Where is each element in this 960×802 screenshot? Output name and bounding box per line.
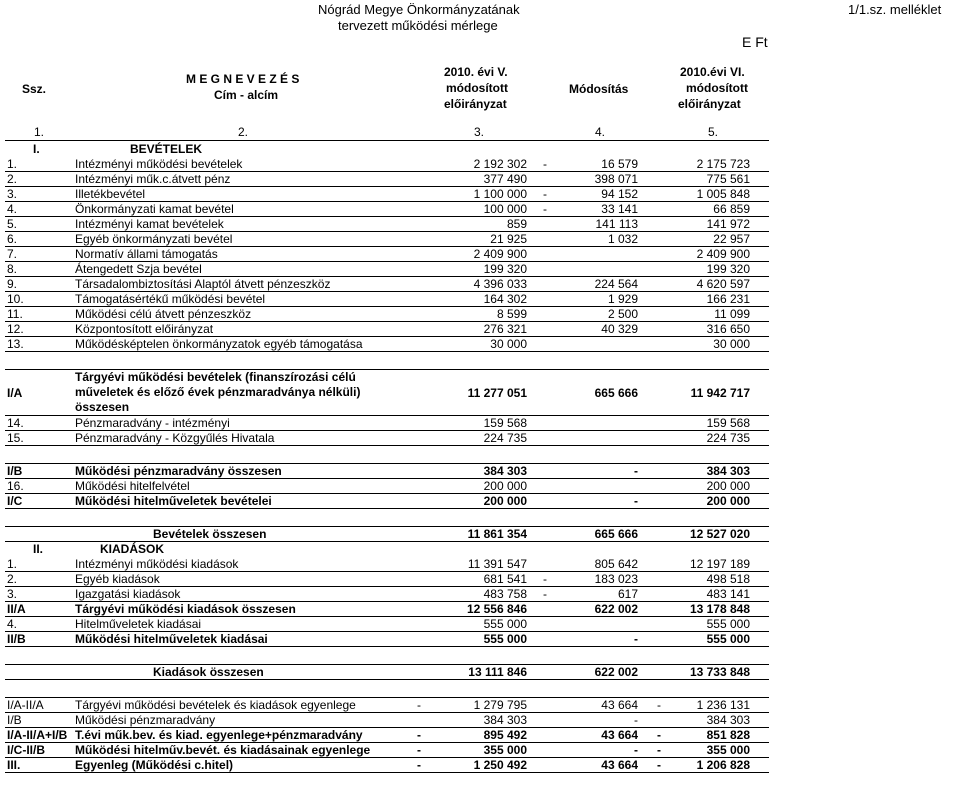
row-value-plan: 377 490 xyxy=(483,172,527,186)
table-row xyxy=(5,292,769,307)
row-name: Bevételek összesen xyxy=(153,527,267,541)
table-row xyxy=(5,322,769,337)
row-value-modified: 555 000 xyxy=(706,617,750,631)
table-row xyxy=(5,431,769,446)
row-ssz: 15. xyxy=(7,431,24,445)
row-ssz: I. xyxy=(33,142,40,156)
row-ssz: 1. xyxy=(7,157,18,171)
table-row xyxy=(5,728,769,743)
row-value-plan: 199 320 xyxy=(483,262,527,276)
table-row xyxy=(5,632,769,647)
row-name: Működési célú átvett pénzeszköz xyxy=(75,307,252,321)
spacer-row xyxy=(5,352,769,370)
row-value-modified: 4 620 597 xyxy=(696,277,750,291)
row-sign-2: - xyxy=(543,587,547,601)
row-ssz: II. xyxy=(33,542,44,556)
row-value-plan: 8 599 xyxy=(496,307,527,321)
row-name: T.évi műk.bev. és kiad. egyenlege+pénzmaradvány xyxy=(75,728,363,742)
row-name: Működésképtelen önkormányzatok egyéb támogatása xyxy=(75,337,363,351)
row-value-modified: 224 735 xyxy=(706,431,750,445)
row-ssz: I/B xyxy=(7,713,22,727)
row-ssz: 13. xyxy=(7,337,24,351)
row-value-plan: 100 000 xyxy=(483,202,527,216)
row-value-change: 398 071 xyxy=(594,172,638,186)
row-value-modified: 316 650 xyxy=(706,322,750,336)
row-value-plan: 384 303 xyxy=(483,713,527,727)
row-value-plan: 276 321 xyxy=(483,322,527,336)
row-value-modified: 159 568 xyxy=(706,416,750,430)
row-value-change: - xyxy=(634,632,638,646)
row-name: Pénzmaradvány - intézményi xyxy=(75,416,230,430)
table-row xyxy=(5,602,769,617)
row-value-modified: 199 320 xyxy=(706,262,750,276)
document-title-line1: Nógrád Megye Önkormányzatának xyxy=(318,2,520,17)
row-value-change: 617 xyxy=(617,587,638,601)
row-value-plan: 21 925 xyxy=(490,232,527,246)
row-value-plan: 1 279 795 xyxy=(473,698,527,712)
row-ssz: I/C-II/B xyxy=(7,743,45,757)
row-sign-2: - xyxy=(543,572,547,586)
row-name: Működési pénzmaradvány xyxy=(75,713,216,727)
row-value-plan: 2 409 900 xyxy=(473,247,527,261)
row-ssz: 9. xyxy=(7,277,18,291)
row-sign-1: - xyxy=(417,743,421,757)
row-value-plan: 384 303 xyxy=(483,464,527,478)
row-ssz: 2. xyxy=(7,572,18,586)
row-value-change: 805 642 xyxy=(594,557,638,571)
row-value-change: 1 929 xyxy=(607,292,638,306)
row-value-modified: 498 518 xyxy=(706,572,750,586)
row-value-modified: 1 206 828 xyxy=(696,758,750,772)
col-header-c1-line2: módosított xyxy=(446,81,508,95)
row-sign-2: - xyxy=(543,187,547,201)
row-name: Működési hitelműveletek kiadásai xyxy=(75,632,268,646)
row-name: Intézményi működési kiadások xyxy=(75,557,239,571)
row-value-plan: 895 492 xyxy=(483,728,527,742)
table-row xyxy=(5,479,769,494)
row-value-change: 2 500 xyxy=(607,307,638,321)
row-name: Igazgatási kiadások xyxy=(75,587,181,601)
row-name-line: Tárgyévi működési bevételek (finanszírozási célú xyxy=(75,370,356,384)
row-value-plan: 1 100 000 xyxy=(473,187,527,201)
row-name: KIADÁSOK xyxy=(100,542,165,556)
row-name: Normatív állami támogatás xyxy=(75,247,218,261)
row-value-change: 183 023 xyxy=(594,572,638,586)
row-ssz: 3. xyxy=(7,587,18,601)
row-name: BEVÉTELEK xyxy=(130,142,203,156)
row-value-plan: 555 000 xyxy=(483,632,527,646)
row-value-change: 622 002 xyxy=(594,602,638,616)
row-name: Tárgyévi működési kiadások összesen xyxy=(75,602,296,616)
table-row xyxy=(5,232,769,247)
col-number-4: 4. xyxy=(595,125,606,139)
row-value-modified: 384 303 xyxy=(706,464,750,478)
row-value-plan: 11 391 547 xyxy=(467,557,527,571)
row-value-change: 94 152 xyxy=(601,187,638,201)
table-row xyxy=(5,698,769,713)
row-value-plan: 13 111 846 xyxy=(468,665,527,679)
table-row xyxy=(5,307,769,322)
row-value-plan: 4 396 033 xyxy=(473,277,527,291)
row-name-line: műveletek és előző évek pénzmaradványa nélküli) xyxy=(75,385,361,399)
spacer-row xyxy=(5,680,769,698)
col-header-c3-line3: előirányzat xyxy=(678,97,741,111)
table-row xyxy=(5,527,769,542)
row-value-modified: 66 859 xyxy=(713,202,750,216)
row-value-plan: 483 758 xyxy=(483,587,527,601)
row-ssz: I/C xyxy=(7,494,23,508)
table-row xyxy=(5,494,769,509)
row-ssz: II/B xyxy=(7,632,26,646)
col-header-c3-line1: 2010.évi VI. xyxy=(680,65,745,79)
spacer-row xyxy=(5,446,769,464)
table-row xyxy=(5,262,769,277)
row-ssz: I/A-II/A xyxy=(7,698,44,712)
row-value-change: 622 002 xyxy=(594,665,638,679)
table-row xyxy=(5,172,769,187)
row-value-modified: 11 942 717 xyxy=(690,386,750,400)
row-name-line: összesen xyxy=(75,400,130,414)
row-value-plan: 355 000 xyxy=(483,743,527,757)
row-name: Egyéb kiadások xyxy=(75,572,160,586)
row-value-plan: 11 277 051 xyxy=(467,386,527,400)
row-value-modified: 200 000 xyxy=(706,494,750,508)
row-sign-3: - xyxy=(657,758,661,772)
row-name: Illetékbevétel xyxy=(75,187,146,201)
row-ssz: 5. xyxy=(7,217,18,231)
row-name: Intézményi műk.c.átvett pénz xyxy=(75,172,231,186)
table-row xyxy=(5,713,769,728)
row-ssz: 16. xyxy=(7,479,24,493)
col-number-5: 5. xyxy=(708,125,719,139)
row-value-modified: 30 000 xyxy=(713,337,750,351)
row-value-modified: 483 141 xyxy=(706,587,750,601)
row-value-plan: 200 000 xyxy=(483,494,527,508)
row-ssz: 2. xyxy=(7,172,18,186)
row-name: Pénzmaradvány - Közgyűlés Hivatala xyxy=(75,431,275,445)
row-value-modified: 141 972 xyxy=(706,217,750,231)
row-value-modified: 12 197 189 xyxy=(689,557,750,571)
row-value-change: 40 329 xyxy=(601,322,638,336)
table-row xyxy=(5,572,769,587)
col-header-name-line2: Cím - alcím xyxy=(214,88,279,102)
row-ssz: III. xyxy=(7,758,21,772)
row-value-change: 665 666 xyxy=(594,386,638,400)
row-ssz: 4. xyxy=(7,617,18,631)
row-value-change: 1 032 xyxy=(607,232,638,246)
col-number-1: 1. xyxy=(34,125,45,139)
table-bottom-rule xyxy=(5,772,769,773)
row-name: Támogatásértékű működési bevétel xyxy=(75,292,266,306)
row-name: Működési pénzmaradvány összesen xyxy=(75,464,282,478)
row-ssz: 12. xyxy=(7,322,24,336)
row-sign-3: - xyxy=(657,728,661,742)
table-row xyxy=(5,416,769,431)
row-value-plan: 159 568 xyxy=(483,416,527,430)
row-value-modified: 1 005 848 xyxy=(696,187,750,201)
row-ssz: I/A-II/A+I/B xyxy=(7,728,68,742)
table-row xyxy=(5,743,769,758)
table-row xyxy=(5,187,769,202)
row-value-change: 141 113 xyxy=(595,217,638,231)
row-sign-1: - xyxy=(417,758,421,772)
row-sign-3: - xyxy=(657,698,661,712)
row-name: Átengedett Szja bevétel xyxy=(75,262,202,276)
row-value-change: 43 664 xyxy=(601,698,638,712)
row-value-plan: 2 192 302 xyxy=(473,157,527,171)
row-value-modified: 11 099 xyxy=(714,307,750,321)
row-ssz: 4. xyxy=(7,202,18,216)
row-value-modified: 13 178 848 xyxy=(689,602,750,616)
table-row xyxy=(5,587,769,602)
col-number-2: 2. xyxy=(238,125,249,139)
row-value-modified: 22 957 xyxy=(713,232,750,246)
table-row xyxy=(5,665,769,680)
annex-label: 1/1.sz. melléklet xyxy=(848,2,942,17)
row-sign-1: - xyxy=(417,698,421,712)
row-value-plan: 164 302 xyxy=(483,292,527,306)
row-ssz: 3. xyxy=(7,187,18,201)
table-row xyxy=(5,758,769,773)
row-name: Hitelműveletek kiadásai xyxy=(75,617,202,631)
row-value-change: 224 564 xyxy=(594,277,638,291)
row-name: Működési hitelműv.bevét. és kiadásainak egyenlege xyxy=(75,743,371,757)
row-name: Központosított előirányzat xyxy=(75,322,214,336)
row-name: Egyéb önkormányzati bevétel xyxy=(75,232,233,246)
table-row xyxy=(5,557,769,572)
row-name: Működési hitelműveletek bevételei xyxy=(75,494,272,508)
row-value-modified: 1 236 131 xyxy=(696,698,750,712)
row-value-change: 665 666 xyxy=(594,527,638,541)
row-ssz: 14. xyxy=(7,416,24,430)
table-row xyxy=(5,142,769,157)
row-ssz: I/B xyxy=(7,464,23,478)
row-name: Intézményi működési bevételek xyxy=(75,157,243,171)
spacer-row xyxy=(5,647,769,665)
row-ssz: I/A xyxy=(7,386,23,400)
table-row xyxy=(5,202,769,217)
table-row xyxy=(5,217,769,232)
row-sign-2: - xyxy=(543,157,547,171)
row-value-change: - xyxy=(634,713,638,727)
row-ssz: 7. xyxy=(7,247,18,261)
table-row xyxy=(5,542,769,557)
row-value-modified: 12 527 020 xyxy=(689,527,750,541)
row-name: Intézményi kamat bevételek xyxy=(75,217,224,231)
row-value-plan: 555 000 xyxy=(483,617,527,631)
row-value-modified: 2 409 900 xyxy=(696,247,750,261)
row-name: Önkormányzati kamat bevétel xyxy=(75,202,234,216)
row-value-modified: 13 733 848 xyxy=(689,665,750,679)
row-name: Kiadások összesen xyxy=(153,665,264,679)
row-name: Egyenleg (Működési c.hitel) xyxy=(75,758,234,772)
table-row xyxy=(5,337,769,352)
row-value-change: 33 141 xyxy=(601,202,638,216)
col-header-c1-line3: előirányzat xyxy=(444,97,507,111)
row-name xyxy=(75,370,360,415)
row-ssz: 6. xyxy=(7,232,18,246)
row-value-modified: 555 000 xyxy=(706,632,750,646)
row-value-modified: 200 000 xyxy=(706,479,750,493)
row-value-modified: 2 175 723 xyxy=(696,157,750,171)
table-row xyxy=(5,157,769,172)
col-number-3: 3. xyxy=(474,125,485,139)
row-ssz: 11. xyxy=(7,307,23,321)
row-value-modified: 775 561 xyxy=(706,172,750,186)
row-value-modified: 384 303 xyxy=(706,713,750,727)
col-header-c1-line1: 2010. évi V. xyxy=(444,65,508,79)
spacer-row xyxy=(5,509,769,527)
row-value-plan: 12 556 846 xyxy=(466,602,527,616)
table-row xyxy=(5,464,769,479)
table-row xyxy=(5,370,769,416)
row-name: Társadalombiztosítási Alaptól átvett pénzeszköz xyxy=(75,277,331,291)
row-ssz: II/A xyxy=(7,602,26,616)
unit-label: E Ft xyxy=(742,34,768,50)
header-rule xyxy=(5,140,769,141)
col-header-name-line1: M E G N E V E Z É S xyxy=(186,72,300,86)
row-value-change: - xyxy=(634,743,638,757)
row-value-change: 43 664 xyxy=(601,728,638,742)
row-name: Működési hitelfelvétel xyxy=(75,479,190,493)
table-row xyxy=(5,617,769,632)
row-sign-1: - xyxy=(417,728,421,742)
row-value-plan: 859 xyxy=(506,217,527,231)
row-value-plan: 1 250 492 xyxy=(473,758,527,772)
row-value-plan: 681 541 xyxy=(483,572,527,586)
row-sign-2: - xyxy=(543,202,547,216)
row-value-modified: 851 828 xyxy=(706,728,750,742)
row-value-plan: 200 000 xyxy=(483,479,527,493)
row-value-change: - xyxy=(634,464,638,478)
row-name: Tárgyévi működési bevételek és kiadások egyenlege xyxy=(75,698,356,712)
row-value-plan: 30 000 xyxy=(490,337,527,351)
row-ssz: 1. xyxy=(7,557,18,571)
table-row xyxy=(5,247,769,262)
table-row xyxy=(5,277,769,292)
row-value-change: 16 579 xyxy=(601,157,638,171)
col-header-c3-line2: módosított xyxy=(686,81,748,95)
col-header-c2: Módosítás xyxy=(569,82,629,96)
row-ssz: 10. xyxy=(7,292,24,306)
row-value-change: 43 664 xyxy=(601,758,638,772)
row-ssz: 8. xyxy=(7,262,18,276)
row-value-modified: 166 231 xyxy=(706,292,750,306)
col-header-ssz: Ssz. xyxy=(22,82,47,96)
row-sign-3: - xyxy=(657,743,661,757)
row-value-plan: 11 861 354 xyxy=(467,527,527,541)
document-title-line2: tervezett működési mérlege xyxy=(338,18,498,33)
row-value-modified: 355 000 xyxy=(706,743,750,757)
row-value-change: - xyxy=(634,494,638,508)
row-value-plan: 224 735 xyxy=(483,431,527,445)
